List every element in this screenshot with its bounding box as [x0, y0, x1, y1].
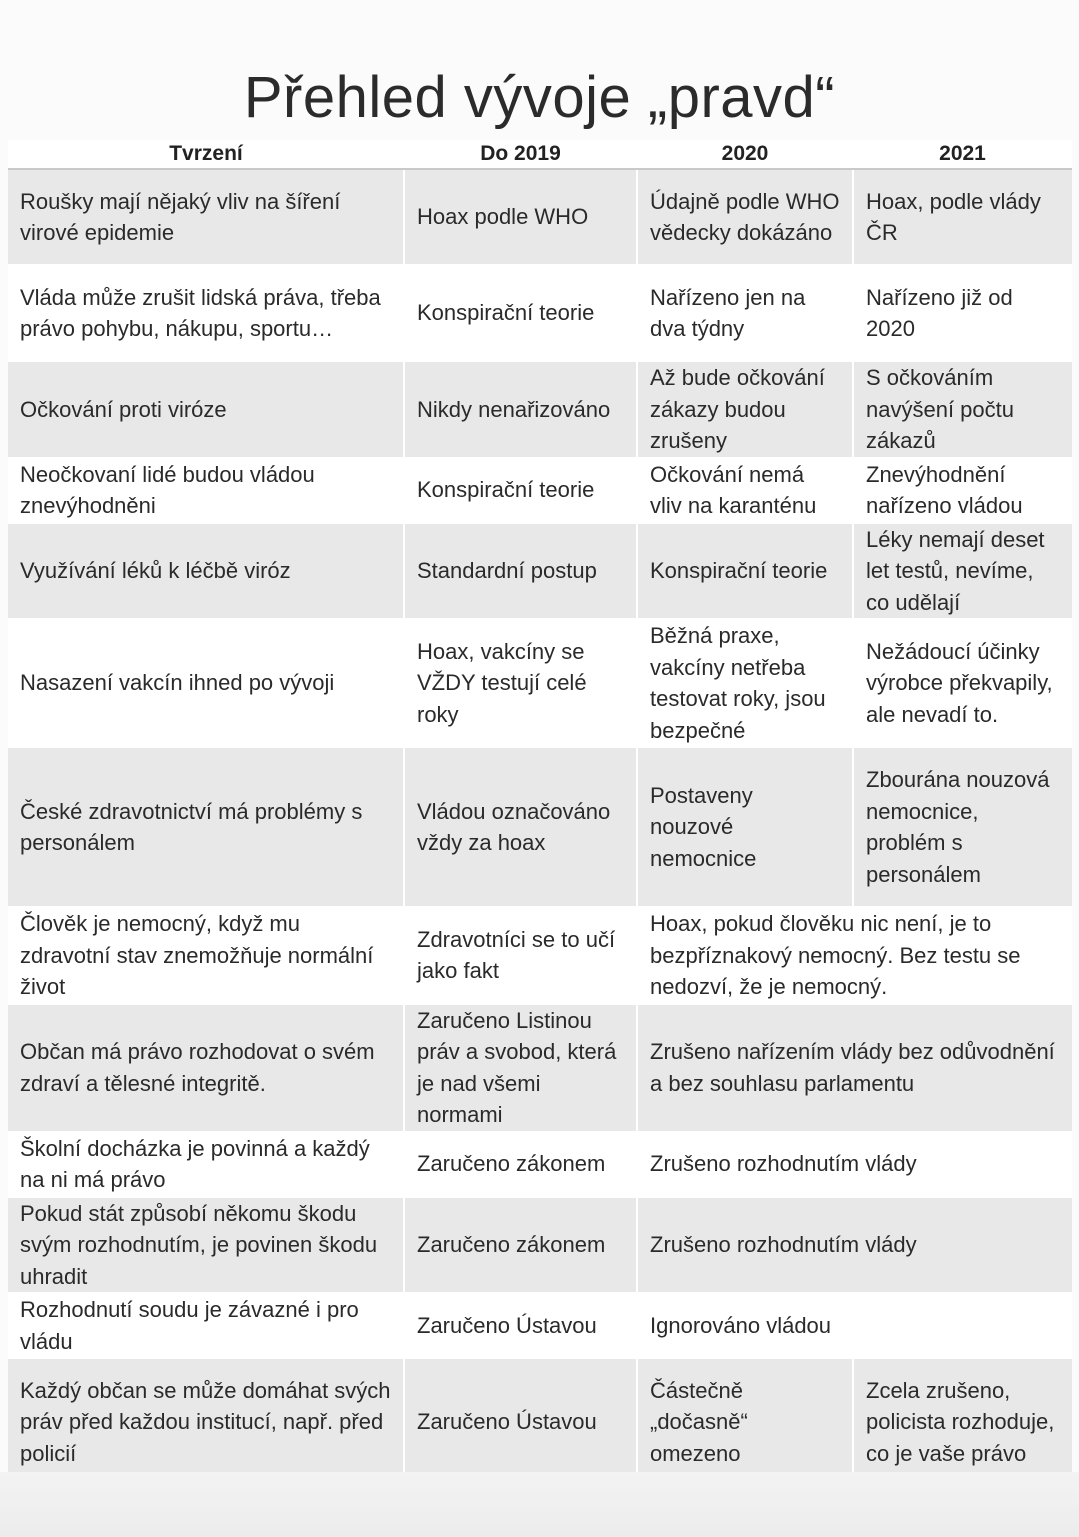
table-row	[8, 1004, 1072, 1132]
table-row	[8, 619, 1072, 747]
cell-claim: Rozhodnutí soudu je závazné i pro vládu	[8, 1293, 404, 1358]
cell-claim: Neočkovaní lidé budou vládou znevýhodněni	[8, 458, 404, 523]
cell-2019: Standardní postup	[404, 523, 637, 620]
header-2020: 2020	[637, 140, 853, 169]
table-header-row	[8, 140, 1072, 169]
cell-2020: Postaveny nouzové nemocnice	[637, 747, 853, 907]
cell-2020-2021: Zrušeno rozhodnutím vlády	[637, 1132, 1072, 1197]
table-row	[8, 458, 1072, 523]
header-2019: Do 2019	[404, 140, 637, 169]
table-row	[8, 1293, 1072, 1358]
cell-2019: Hoax, vakcíny se VŽDY testují celé roky	[404, 619, 637, 747]
cell-2020-2021: Ignorováno vládou	[637, 1293, 1072, 1358]
table-row	[8, 1358, 1072, 1486]
cell-2019: Zaručeno Ústavou	[404, 1293, 637, 1358]
cell-2019: Nikdy nenařizováno	[404, 361, 637, 458]
cell-2020: Očkování nemá vliv na karanténu	[637, 458, 853, 523]
cell-claim: Vláda může zrušit lidská práva, třeba právo pohybu, nákupu, sportu…	[8, 265, 404, 361]
cell-2020: Až bude očkování zákazy budou zrušeny	[637, 361, 853, 458]
cell-2019: Zaručeno Ústavou	[404, 1358, 637, 1486]
cell-2021: Hoax, podle vlády ČR	[853, 169, 1072, 265]
cell-2019: Hoax podle WHO	[404, 169, 637, 265]
header-2021: 2021	[853, 140, 1072, 169]
bottom-margin	[0, 1472, 1079, 1537]
table-row	[8, 361, 1072, 458]
cell-2021: Nežádoucí účinky výrobce překvapily, ale nevadí to.	[853, 619, 1072, 747]
cell-2019: Konspirační teorie	[404, 458, 637, 523]
cell-claim: Využívání léků k léčbě viróz	[8, 523, 404, 620]
table-row	[8, 169, 1072, 265]
cell-2020: Údajně podle WHO vědecky dokázáno	[637, 169, 853, 265]
table-row	[8, 523, 1072, 620]
cell-2020: Běžná praxe, vakcíny netřeba testovat roky, jsou bezpečné	[637, 619, 853, 747]
cell-claim: Očkování proti viróze	[8, 361, 404, 458]
cell-2021: S očkováním navýšení počtu zákazů	[853, 361, 1072, 458]
cell-2020: Nařízeno jen na dva týdny	[637, 265, 853, 361]
cell-claim: Člověk je nemocný, když mu zdravotní stav znemožňuje normální život	[8, 907, 404, 1004]
cell-claim: České zdravotnictví má problémy s personálem	[8, 747, 404, 907]
table-row	[8, 1132, 1072, 1197]
cell-2021: Zbourána nouzová nemocnice, problém s personálem	[853, 747, 1072, 907]
table-row	[8, 1197, 1072, 1294]
cell-2020-2021: Zrušeno rozhodnutím vlády	[637, 1197, 1072, 1294]
cell-2020-2021: Hoax, pokud člověku nic není, je to bezpříznakový nemocný. Bez testu se nedozví, že je nemocný.	[637, 907, 1072, 1004]
cell-2019: Vládou označováno vždy za hoax	[404, 747, 637, 907]
table-row	[8, 265, 1072, 361]
cell-2020-2021: Zrušeno nařízením vlády bez odůvodnění a bez souhlasu parlamentu	[637, 1004, 1072, 1132]
cell-claim: Roušky mají nějaký vliv na šíření virové epidemie	[8, 169, 404, 265]
page-title: Přehled vývoje „pravd“	[243, 65, 836, 130]
header-claim: Tvrzení	[8, 140, 404, 169]
cell-2019: Zdravotníci se to učí jako fakt	[404, 907, 637, 1004]
truths-table	[8, 140, 1072, 1487]
cell-2019: Zaručeno Listinou práv a svobod, která je nad všemi normami	[404, 1004, 637, 1132]
cell-2021: Léky nemají deset let testů, nevíme, co udělají	[853, 523, 1072, 620]
cell-2021: Zcela zrušeno, policista rozhoduje, co je vaše právo	[853, 1358, 1072, 1486]
cell-2020: Konspirační teorie	[637, 523, 853, 620]
table-row	[8, 747, 1072, 907]
cell-2019: Konspirační teorie	[404, 265, 637, 361]
table-row	[8, 907, 1072, 1004]
cell-claim: Každý občan se může domáhat svých práv před každou institucí, např. před policií	[8, 1358, 404, 1486]
cell-claim: Školní docházka je povinná a každý na ni má právo	[8, 1132, 404, 1197]
cell-2021: Nařízeno již od 2020	[853, 265, 1072, 361]
cell-2019: Zaručeno zákonem	[404, 1197, 637, 1294]
cell-claim: Nasazení vakcín ihned po vývoji	[8, 619, 404, 747]
cell-2020: Částečně „dočasně“ omezeno	[637, 1358, 853, 1486]
cell-claim: Pokud stát způsobí někomu škodu svým rozhodnutím, je povinen škodu uhradit	[8, 1197, 404, 1294]
cell-2019: Zaručeno zákonem	[404, 1132, 637, 1197]
cell-2021: Znevýhodnění nařízeno vládou	[853, 458, 1072, 523]
cell-claim: Občan má právo rozhodovat o svém zdraví a tělesné integritě.	[8, 1004, 404, 1132]
